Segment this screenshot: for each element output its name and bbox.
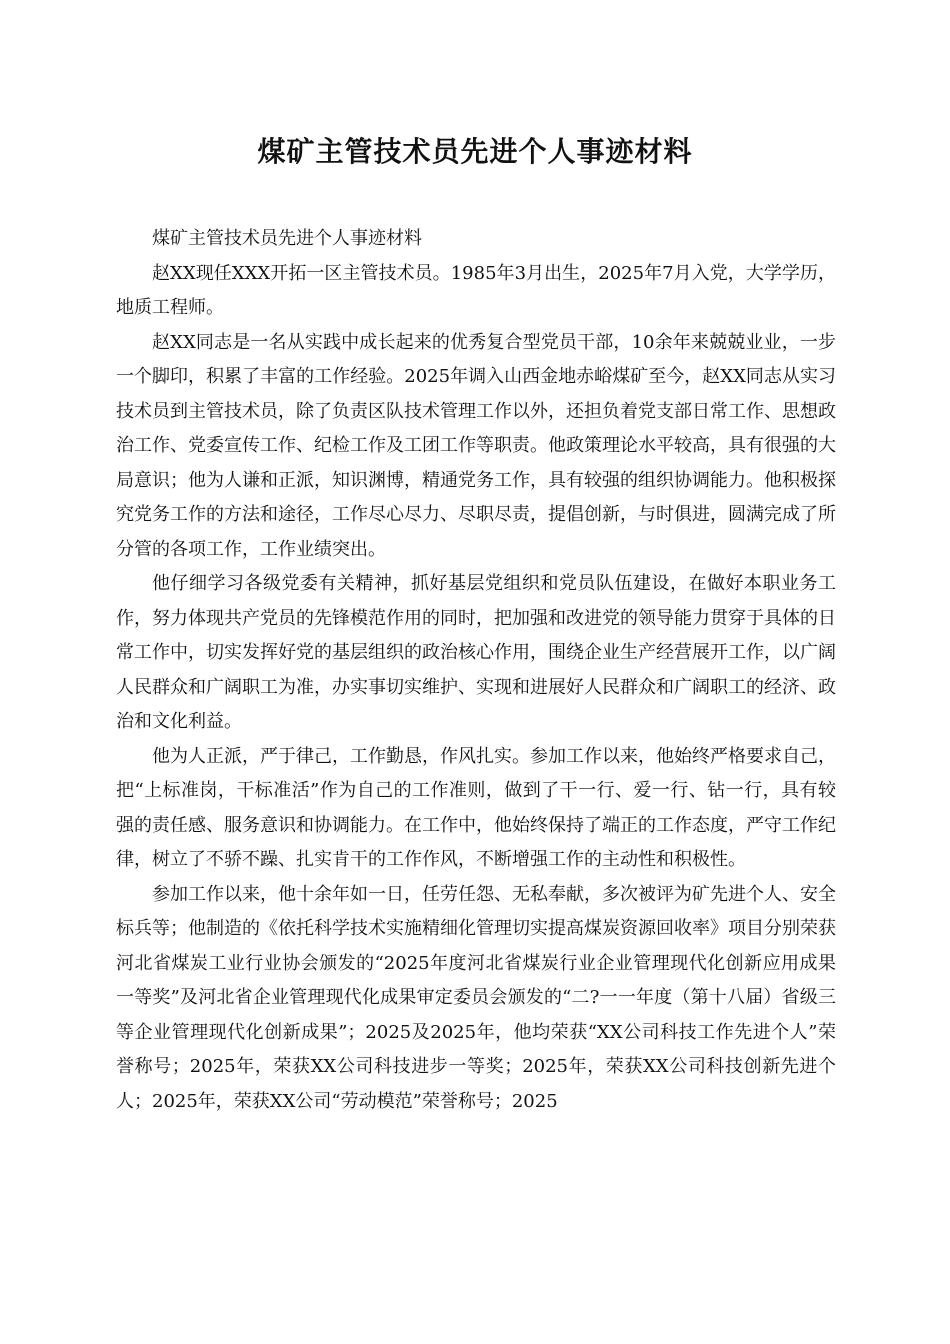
- paragraph-party-work: 他仔细学习各级党委有关精神，抓好基层党组织和党员队伍建设，在做好本职业务工作，努力体现共产党员的先锋模范作用的同时，把加强和改进党的领导能力贯穿于具体的日常工作中，切实发挥好党的基层组织的政治核心作用，围绕企业生产经营展开工作，以广阔人民群众和广阔职工为准，办实事切实维护、实现和进展好人民群众和广阔职工的经济、政治和文化利益。: [116, 573, 836, 732]
- paragraph-experience: 赵XX同志是一名从实践中成长起来的优秀复合型党员干部，10余年来兢兢业业，一步一个脚印，积累了丰富的工作经验。2025年调入山西金地赤峪煤矿至今，赵XX同志从实习技术员到主管技术员，除了负责区队技术管理工作以外，还担负着党支部日常工作、思想政治工作、党委宣传工作、纪检工作及工团工作等职责。他政策理论水平较高，具有很强的大局意识；他为人谦和正派，知识渊博，精通党务工作，具有较强的组织协调能力。他积极探究党务工作的方法和途径，工作尽心尽力、尽职尽责，提倡创新，与时俱进，圆满完成了所分管的各项工作，工作业绩突出。: [116, 331, 836, 560]
- paragraph-character: 他为人正派，严于律己，工作勤恳，作风扎实。参加工作以来，他始终严格要求自己，把“上标准岗，干标准活”作为自己的工作准则，做到了干一行、爱一行、钻一行，具有较强的责任感、服务意识和协调能力。在工作中，他始终保持了端正的工作态度，严守工作纪律，树立了不骄不躁、扎实肯干的工作作风，不断增强工作的主动性和积极性。: [116, 745, 836, 870]
- paragraph-subtitle: 煤矿主管技术员先进个人事迹材料: [152, 228, 422, 249]
- document-body: [116, 222, 836, 1119]
- paragraph-honors: 参加工作以来，他十余年如一日，任劳任怨、无私奉献，多次被评为矿先进个人、安全标兵等；他制造的《依托科学技术实施精细化管理切实提高煤炭资源回收率》项目分别荣获河北省煤炭工业行业协会颁发的“2025年度河北省煤炭行业企业管理现代化创新应用成果一等奖”及河北省企业管理现代化成果审定委员会颁发的“二?一一年度（第十八届）省级三等企业管理现代化创新成果”；2025及2025年，他均荣获“XX公司科技工作先进个人”荣誉称号；2025年，荣获XX公司科技进步一等奖；2025年，荣获XX公司科技创新先进个人；2025年，荣获XX公司“劳动模范”荣誉称号；2025: [116, 883, 836, 1112]
- paragraph-intro: 赵XX现任XXX开拓一区主管技术员。1985年3月出生，2025年7月入党，大学学历，地质工程师。: [116, 262, 836, 318]
- document-title: 煤矿主管技术员先进个人事迹材料: [257, 135, 693, 168]
